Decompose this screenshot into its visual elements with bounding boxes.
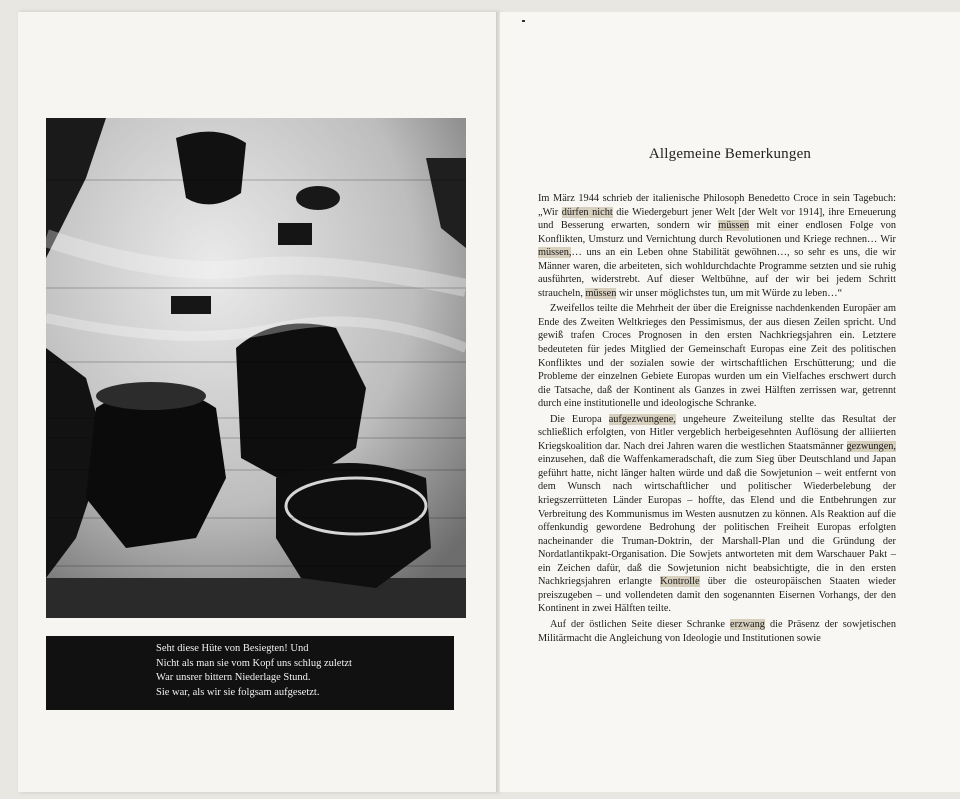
highlighted-word: erzwang bbox=[730, 618, 765, 630]
text-run: mit einer endlosen Folge von Konflikten, Umsturz und Vernichtung durch Revolutionen und Kriege rechnen… Wir bbox=[538, 220, 896, 245]
text-run: wir unser möglichstes tun, um mit Würde zu leben…“ bbox=[616, 287, 843, 299]
body-text bbox=[538, 192, 896, 645]
highlighted-word: dürfen nicht bbox=[561, 206, 613, 218]
highlighted-word: Kontrolle bbox=[660, 576, 700, 588]
paragraph bbox=[538, 192, 896, 300]
text-run: ungeheure Zweiteilung stellte das Resultat der schließlich erfolgten, von Hitler vergeblich herbeigesehnten Auflösung der alliierten Kriegskoalition dar. Nach drei Jahren waren die westlichen Staatsmänner bbox=[538, 413, 897, 452]
text-run: einzusehen, daß die Waffenkameradschaft, die zum Sieg über Deutschland und Japan geführt hatte, nicht länger halten würde und daß die Sowjetunion – weit entfernt von dem Wunsch nach wirtschaftlicher und politischer Wiederbelebung der kriegszerrütteten Länder Europas – hoffte, das Elend und die Entbehrungen zur Verbreitung des Kommunismus im Westen ausnutzen zu können. Als Reaktion auf die offenkundig gewordene Bedrohung der politischen Freiheit Europas erfolgten nacheinander die Truman-Doktrin, der Marshall-Plan und die Gründung der Nordatlantikpakt-Organisation. Die Sowjets antworteten mit dem Warschauer Pakt – ein Zeichen dafür, daß die Sowjetunion nicht beabsichtigte, die in den ersten Nachkriegsjahren erlangte bbox=[538, 454, 896, 588]
page-title: Allgemeine Bemerkungen bbox=[648, 146, 812, 162]
text-run: Die Europa bbox=[550, 413, 609, 425]
highlighted-word: müssen, bbox=[538, 247, 572, 259]
paragraph bbox=[538, 302, 896, 410]
paragraph bbox=[538, 413, 896, 616]
photo-caption bbox=[46, 636, 454, 710]
text-run: Auf der östlichen Seite dieser Schranke bbox=[550, 618, 731, 630]
caption-line: Nicht als man sie vom Kopf uns schlug zuletzt bbox=[156, 657, 352, 669]
text-run: die Präsenz der sowjetischen Militärmacht die Angleichung von Ideologie und Institutionen sowie bbox=[538, 618, 896, 644]
stray-mark bbox=[522, 20, 525, 22]
highlighted-word: gezwungen, bbox=[846, 440, 896, 452]
caption-line: War unsrer bittern Niederlage Stund. bbox=[156, 672, 311, 683]
text-run: Zweifellos teilte die Mehrheit der über die Ereignisse nachdenkenden Europäer am Ende des Zweiten Weltkrieges den Pessimismus, der aus diesen Zeilen spricht. Und gewiß trafen Croces Prognosen in den ersten Nachkriegsjahren ein. Letztere bedeuteten für jedes Mitglied der Gemeinschaft Europas eine Zeit des politischen Konfliktes und der sozialen sowie der wirtschaftlichen Erschütterung; und die Probleme der einzelnen Gebiete Europas wurden um ein Vielfaches erschwert durch die Tatsache, daß der Kontinent als Ganzes in zwei Hälften zerrissen war, getrennt durch eine institutionelle und ideologische Schranke. bbox=[538, 303, 896, 410]
highlighted-word: müssen bbox=[718, 220, 750, 232]
highlighted-word: aufgezwungene, bbox=[608, 413, 676, 425]
highlighted-word: müssen bbox=[585, 287, 617, 299]
text-run: … uns an ein Leben ohne Stabilität gewöhnen…, so sehr es uns, die wir Männer waren, die arbeiteten, sich wohldurchdachte Programme setzten und sie ruhig ausführten, widerstrebt. Auf dieser Weltbühne, auf der wir bei jedem Schritt straucheln, bbox=[538, 247, 896, 299]
text-run: die Wiedergeburt jener Welt [der Welt vor 1914], ihre Erneuerung und Besserung erwarten, sondern wir bbox=[538, 206, 896, 232]
paragraph bbox=[538, 618, 896, 645]
text-run: über die osteuropäischen Staaten wieder preiszugeben – und vollendeten damit den sogenannten Eisernen Vorhangs, der den Kontinent in zwei Hälften teilte. bbox=[538, 576, 896, 615]
caption-line: Seht diese Hüte von Besiegten! Und bbox=[156, 643, 309, 654]
text-run: Im März 1944 schrieb der italienische Philosoph Benedetto Croce in sein Tagebuch: „Wir bbox=[538, 193, 896, 218]
caption-line: Sie war, als wir sie folgsam aufgesetzt. bbox=[156, 686, 320, 698]
photo-defeated-hats bbox=[46, 118, 466, 618]
